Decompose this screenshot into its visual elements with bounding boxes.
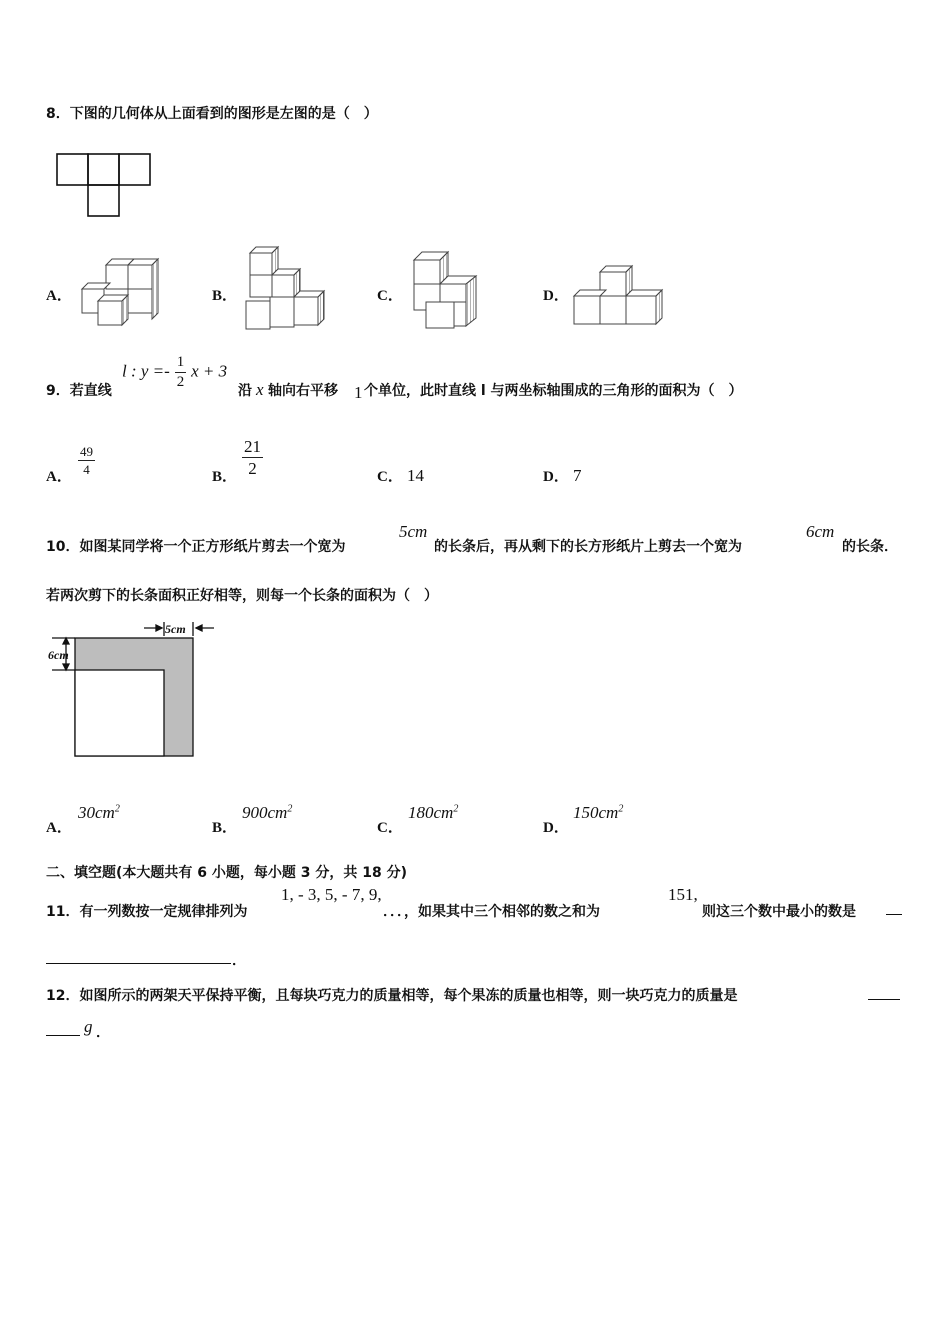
q11-end-period: ． <box>232 953 246 969</box>
q8-option-a-label: A． <box>46 288 72 304</box>
q10-figure-label-top: 5cm <box>165 622 186 636</box>
q9-option-c-value: 14 <box>407 466 424 485</box>
q8-option-c-label: C． <box>377 288 403 304</box>
q9-option-a-denominator: 4 <box>83 462 90 477</box>
q9-suffix: 个单位，此时直线 l 与两坐标轴围成的三角形的面积为（ ） <box>364 383 743 399</box>
q10-option-c-exponent: 2 <box>453 803 459 815</box>
q10-option-b-label: B． <box>212 820 238 836</box>
q10-width-2: 6cm <box>806 522 835 541</box>
q10-line1-part-b: 的长条后，再从剩下的长方形纸片上剪去一个宽为 <box>434 539 742 555</box>
q8-option-a-figure <box>78 255 168 330</box>
q9-mid-text-2: 轴向右平移 <box>268 383 338 399</box>
q10-paper-figure <box>46 618 226 760</box>
q9-prefix: 9．若直线 <box>46 383 112 399</box>
q9-option-d-label: D． <box>543 469 569 485</box>
q8-option-b-figure <box>242 245 332 335</box>
q10-option-b-number: 900cm <box>242 803 288 822</box>
q9-shift-amount: 1 <box>354 383 363 402</box>
q8-stem: 8．下图的几何体从上面看到的图形是左图的是（ ） <box>46 106 378 122</box>
q9-option-a-label: A． <box>46 469 72 485</box>
q10-line1-part-c: 的长条． <box>842 539 898 555</box>
q10-option-c-label: C． <box>377 820 403 836</box>
q9-axis-variable: x <box>256 380 264 399</box>
q10-line2: 若两次剪下的长条面积正好相等，则每一个长条的面积为（ ） <box>46 588 438 604</box>
q8-top-view-figure <box>55 152 155 218</box>
q10-option-b-value <box>242 803 292 823</box>
q8-option-d-figure <box>572 262 664 328</box>
q10-option-d-label: D． <box>543 820 569 836</box>
q9-fraction-numerator: 1 <box>175 355 187 373</box>
q9-option-b-numerator: 21 <box>244 437 261 456</box>
q12-unit: g <box>84 1017 93 1036</box>
q11-sum-value: 151, <box>668 885 698 904</box>
q8-option-c-figure <box>410 248 490 333</box>
q10-option-c-number: 180cm <box>408 803 454 822</box>
q12-text: 12．如图所示的两架天平保持平衡，且每块巧克力的质量相等，每个果冻的质量也相等，则一块巧克力的质量是 <box>46 988 738 1004</box>
q10-option-a-value <box>78 803 120 823</box>
section-heading-fill-in: 二、填空题(本大题共有 6 小题，每小题 3 分，共 18 分) <box>46 865 408 881</box>
q9-equation-right: x + 3 <box>191 361 228 381</box>
q11-answer-blank[interactable] <box>46 963 231 964</box>
q9-line-equation <box>122 355 227 390</box>
q10-option-a-number: 30cm <box>78 803 115 822</box>
q11-prefix: 11．有一列数按一定规律排列为 <box>46 904 248 920</box>
q10-option-a-exponent: 2 <box>114 803 120 815</box>
q10-option-c-value <box>408 803 458 823</box>
q12-answer-blank[interactable] <box>46 1035 80 1036</box>
q10-figure-label-left: 6cm <box>48 648 69 662</box>
q9-option-b-value <box>242 438 263 477</box>
q12-answer-blank-start[interactable] <box>868 999 900 1000</box>
q11-suffix: 则这三个数中最小的数是 <box>702 904 856 920</box>
q9-equation-fraction <box>175 355 187 390</box>
q9-option-d-value: 7 <box>573 466 582 485</box>
q9-option-b-label: B． <box>212 469 238 485</box>
q10-option-d-value <box>573 803 623 823</box>
q9-option-b-denominator: 2 <box>248 459 257 478</box>
q11-dots-text: ．．．，如果其中三个相邻的数之和为 <box>383 904 600 920</box>
q11-answer-blank-start[interactable] <box>886 914 902 915</box>
q8-option-d-label: D． <box>543 288 569 304</box>
q9-option-c-label: C． <box>377 469 403 485</box>
q10-width-1: 5cm <box>399 522 428 541</box>
q11-sequence: 1, - 3, 5, - 7, 9, <box>281 885 382 904</box>
q10-option-a-label: A． <box>46 820 72 836</box>
q9-option-a-value <box>78 445 95 476</box>
q8-option-b-label: B． <box>212 288 238 304</box>
q10-option-d-number: 150cm <box>573 803 619 822</box>
q9-fraction-denominator: 2 <box>176 374 185 390</box>
q10-option-d-exponent: 2 <box>618 803 624 815</box>
q12-end-period: ． <box>96 1025 110 1041</box>
q10-line1-part-a: 10．如图某同学将一个正方形纸片剪去一个宽为 <box>46 539 346 555</box>
q9-mid-text-1: 沿 <box>238 383 252 399</box>
q10-option-b-exponent: 2 <box>287 803 293 815</box>
q9-option-a-numerator: 49 <box>80 444 93 459</box>
q9-equation-left: l : y =- <box>122 361 170 381</box>
